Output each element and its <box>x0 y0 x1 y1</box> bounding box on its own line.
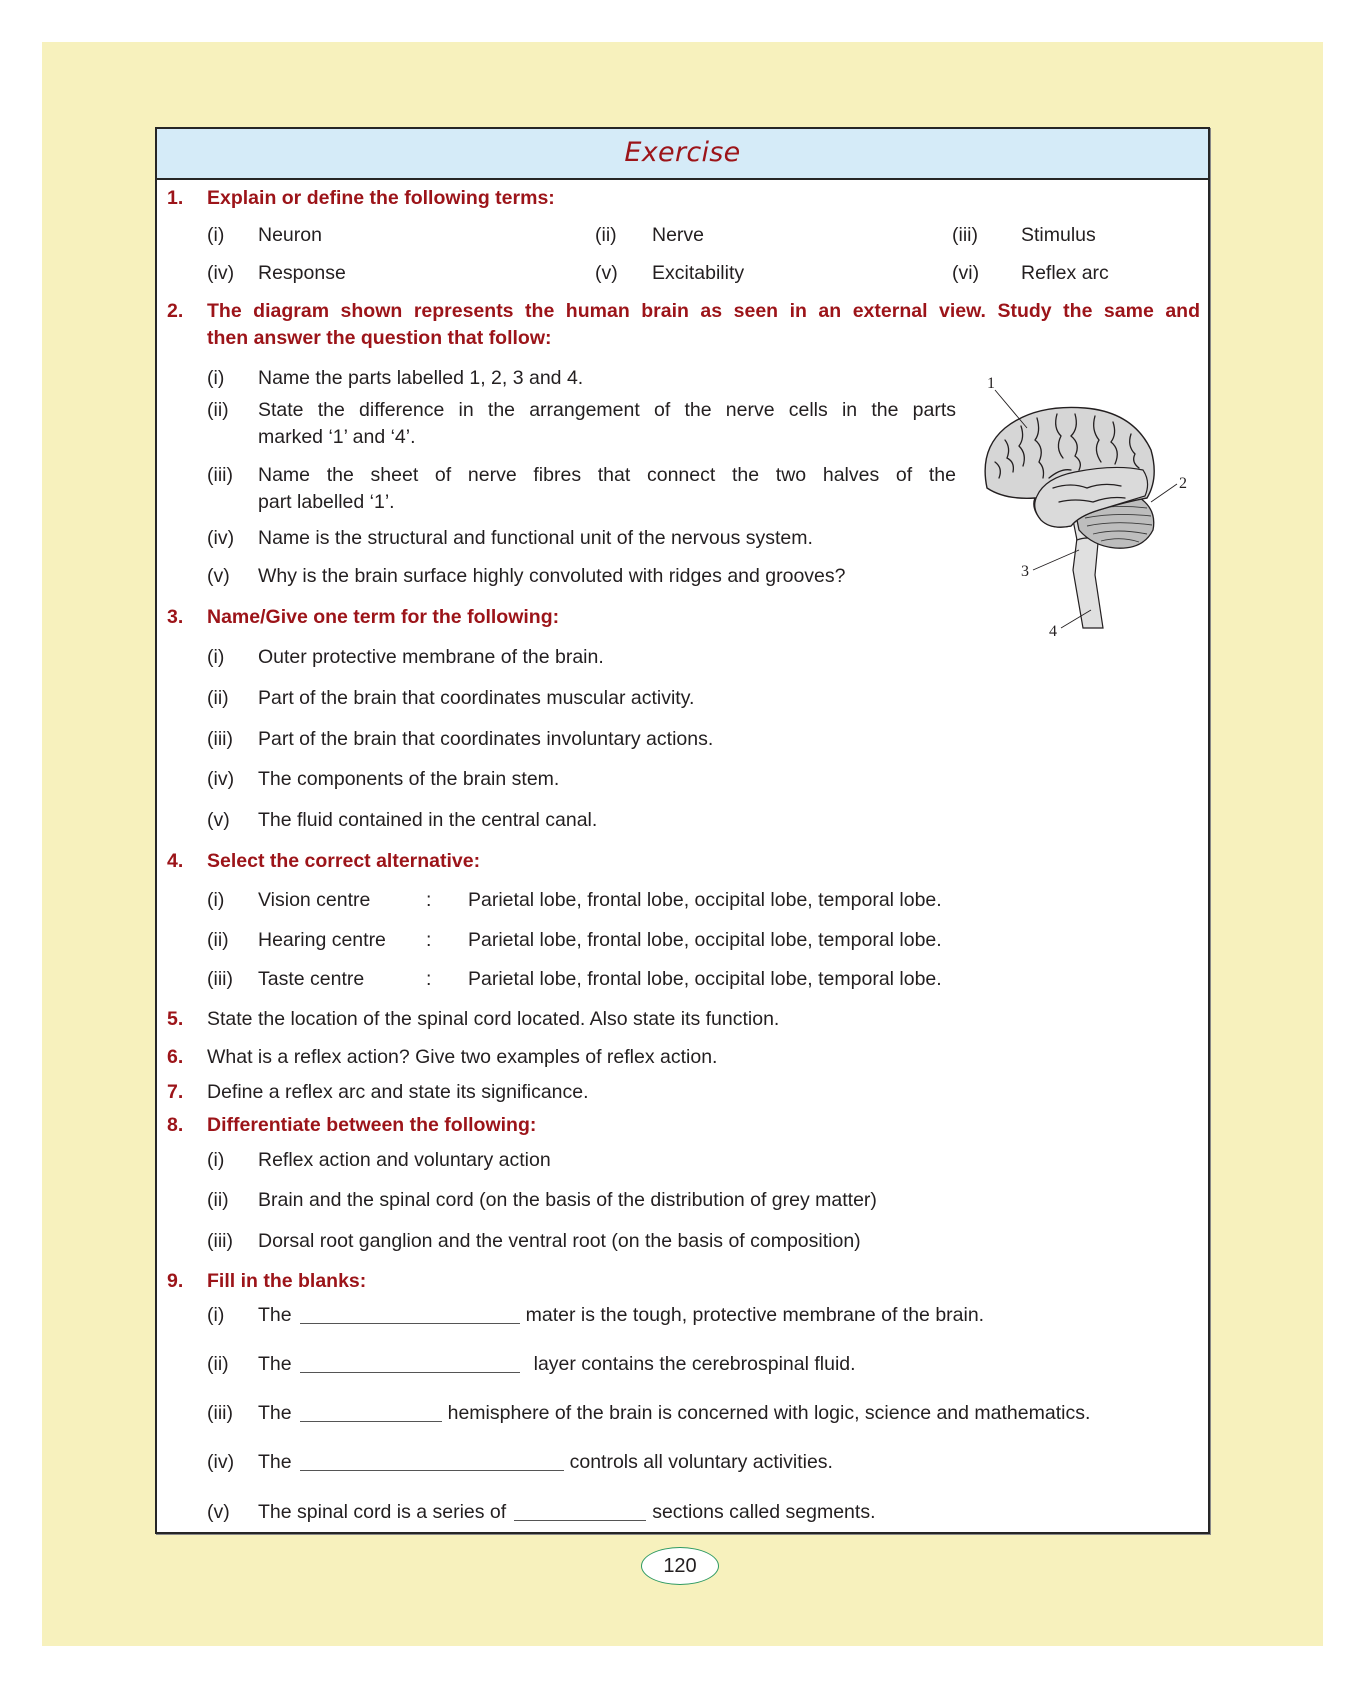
option-choices: Parietal lobe, frontal lobe, occipital lobe, temporal lobe. <box>468 929 942 951</box>
option-label: Taste centre <box>258 968 365 990</box>
text-before: The <box>258 1402 292 1424</box>
blank-input[interactable] <box>300 1305 520 1324</box>
separator: : <box>426 889 432 911</box>
question-number: 3. <box>167 606 184 628</box>
item-numeral: (iv) <box>207 527 235 549</box>
question-heading: Name/Give one term for the following: <box>207 606 560 628</box>
list-item: Part of the brain that coordinates muscular activity. <box>258 687 695 709</box>
item-numeral: (iv) <box>207 1451 235 1473</box>
item-numeral: (iii) <box>207 1230 233 1252</box>
item-numeral: (v) <box>207 565 230 587</box>
text-before: The <box>258 1353 292 1375</box>
item-numeral: (i) <box>207 1304 225 1326</box>
question-text: State the location of the spinal cord located. Also state its function. <box>207 1008 780 1030</box>
item-numeral: (vi) <box>952 262 980 284</box>
question-heading: Select the correct alternative: <box>207 850 481 872</box>
blank-input[interactable] <box>514 1502 646 1521</box>
question-number: 2. <box>167 300 184 322</box>
question-number: 6. <box>167 1046 184 1068</box>
item-numeral: (i) <box>207 367 225 389</box>
diagram-label-4: 4 <box>1049 623 1057 640</box>
question-heading-continued: then answer the question that follow: <box>207 327 552 349</box>
brain-diagram <box>975 370 1200 645</box>
text-after: hemisphere of the brain is concerned with logic, science and mathematics. <box>447 1402 1091 1424</box>
item-numeral: (iv) <box>207 768 235 790</box>
text-before: The <box>258 1304 292 1326</box>
question-heading: Explain or define the following terms: <box>207 187 555 209</box>
question-number: 4. <box>167 850 184 872</box>
question-heading: Differentiate between the following: <box>207 1114 537 1136</box>
item-numeral: (iii) <box>207 728 233 750</box>
list-item: Outer protective membrane of the brain. <box>258 646 604 668</box>
blank-input[interactable] <box>300 1354 520 1373</box>
item-numeral: (v) <box>595 262 618 284</box>
separator: : <box>426 968 432 990</box>
question-number: 8. <box>167 1114 184 1136</box>
blank-input[interactable] <box>300 1403 442 1422</box>
blank-input[interactable] <box>300 1452 564 1471</box>
item-numeral: (i) <box>207 889 225 911</box>
item-numeral: (v) <box>207 1501 230 1523</box>
fill-blank-item <box>258 1352 856 1376</box>
text-after: sections called segments. <box>652 1501 876 1523</box>
list-item: Dorsal root ganglion and the ventral root (on the basis of composition) <box>258 1230 861 1252</box>
text-after: controls all voluntary activities. <box>569 1451 833 1473</box>
list-item: Excitability <box>652 262 745 284</box>
question-text: What is a reflex action? Give two examples of reflex action. <box>207 1046 718 1068</box>
diagram-label-2: 2 <box>1179 475 1187 492</box>
exercise-title: Exercise <box>624 137 741 168</box>
question-number: 9. <box>167 1270 184 1292</box>
text-after: layer contains the cerebrospinal fluid. <box>533 1353 856 1375</box>
diagram-label-3: 3 <box>1021 563 1029 580</box>
list-item: Why is the brain surface highly convoluted with ridges and grooves? <box>258 565 846 587</box>
list-item: Response <box>258 262 346 284</box>
question-number: 1. <box>167 187 184 209</box>
item-numeral: (i) <box>207 1149 225 1171</box>
list-item: The components of the brain stem. <box>258 768 560 790</box>
exercise-header <box>157 129 1208 180</box>
list-item: Reflex arc <box>1021 262 1109 284</box>
option-label: Hearing centre <box>258 929 386 951</box>
item-numeral: (iii) <box>952 224 978 246</box>
page-number: 120 <box>641 1547 719 1585</box>
list-item: Neuron <box>258 224 322 246</box>
list-item: Nerve <box>652 224 705 246</box>
text-before: The <box>258 1451 292 1473</box>
item-numeral: (iii) <box>207 1402 233 1424</box>
item-numeral: (ii) <box>207 929 229 951</box>
fill-blank-item <box>258 1401 1090 1425</box>
list-item-continued: part labelled ‘1’. <box>258 491 395 513</box>
fill-blank-item <box>258 1303 984 1327</box>
list-item: Brain and the spinal cord (on the basis of the distribution of grey matter) <box>258 1189 877 1211</box>
item-numeral: (ii) <box>207 399 229 421</box>
option-choices: Parietal lobe, frontal lobe, occipital lobe, temporal lobe. <box>468 889 942 911</box>
item-numeral: (iv) <box>207 262 235 284</box>
question-number: 7. <box>167 1081 184 1103</box>
question-heading: The diagram shown represents the human brain as seen in an external view. Study the same and <box>207 300 1200 322</box>
list-item: The fluid contained in the central canal. <box>258 809 598 831</box>
list-item: State the difference in the arrangement of the nerve cells in the parts <box>258 399 956 421</box>
item-numeral: (iii) <box>207 968 233 990</box>
list-item: Part of the brain that coordinates involuntary actions. <box>258 728 714 750</box>
item-numeral: (i) <box>207 646 225 668</box>
question-number: 5. <box>167 1008 184 1030</box>
item-numeral: (iii) <box>207 464 233 486</box>
item-numeral: (ii) <box>207 1189 229 1211</box>
option-label: Vision centre <box>258 889 371 911</box>
list-item: Name the parts labelled 1, 2, 3 and 4. <box>258 367 584 389</box>
option-choices: Parietal lobe, frontal lobe, occipital lobe, temporal lobe. <box>468 968 942 990</box>
list-item: Stimulus <box>1021 224 1096 246</box>
text-before: The spinal cord is a series of <box>258 1501 507 1523</box>
diagram-label-1: 1 <box>987 375 995 392</box>
text-after: mater is the tough, protective membrane of the brain. <box>525 1304 985 1326</box>
list-item: Name is the structural and functional unit of the nervous system. <box>258 527 813 549</box>
list-item: Reflex action and voluntary action <box>258 1149 551 1171</box>
item-numeral: (ii) <box>207 687 229 709</box>
fill-blank-item <box>258 1450 833 1474</box>
question-text: Define a reflex arc and state its significance. <box>207 1081 589 1103</box>
list-item-continued: marked ‘1’ and ‘4’. <box>258 426 416 448</box>
item-numeral: (ii) <box>207 1353 229 1375</box>
fill-blank-item <box>258 1500 875 1524</box>
list-item: Name the sheet of nerve fibres that connect the two halves of the <box>258 464 956 486</box>
item-numeral: (v) <box>207 809 230 831</box>
item-numeral: (ii) <box>595 224 617 246</box>
brain-illustration <box>975 370 1200 645</box>
question-heading: Fill in the blanks: <box>207 1270 367 1292</box>
item-numeral: (i) <box>207 224 225 246</box>
separator: : <box>426 929 432 951</box>
